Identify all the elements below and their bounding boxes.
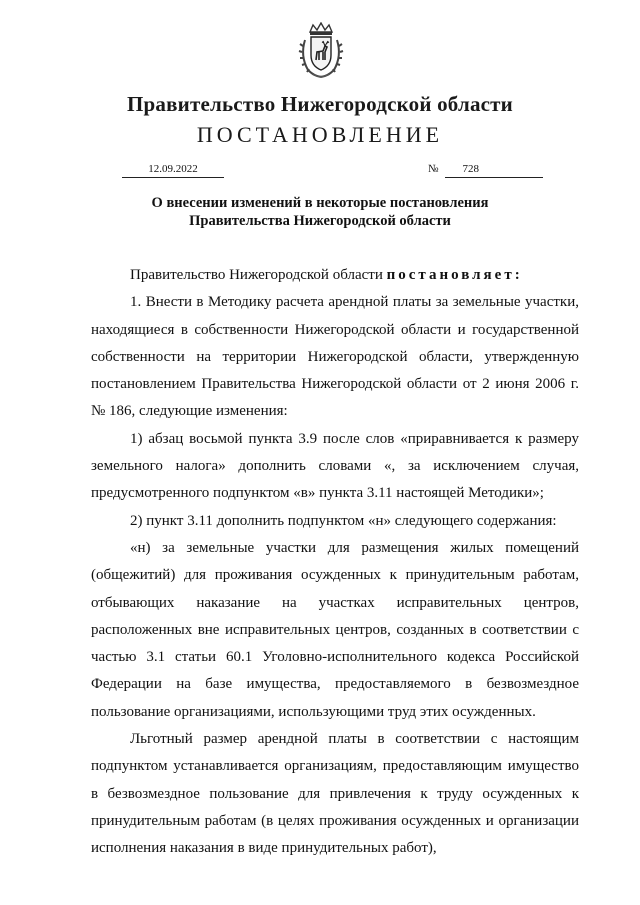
document-date: 12.09.2022	[122, 163, 224, 178]
resolution-intro	[91, 262, 579, 289]
document-subject	[120, 194, 520, 230]
subject-line-2: Правительства Нижегородской области	[189, 213, 451, 229]
paragraph-4: «н) за земельные участки для размещения жилых помещений (общежитий) для проживания осужденных к принудительным работам, отбывающих наказание на участках исправительных центров, расположенных вне исправительных центров, созданных в соответствии с частью 3.1 статьи 60.1 Уголовно-исполнительного кодекса Российской Федерации на базе имущества, предоставляемого в безвозмездное пользование организациями, использующими труд этих осужденных.	[91, 539, 579, 720]
document-number-block	[428, 163, 543, 178]
document-type-title: ПОСТАНОВЛЕНИЕ	[196, 122, 444, 147]
document-body	[91, 262, 579, 863]
number-sign: №	[428, 163, 439, 175]
subject-line-1: О внесении изменений в некоторые постановления	[151, 195, 489, 211]
paragraph-3: 2) пункт 3.11 дополнить подпунктом «н» следующего содержания:	[130, 512, 557, 529]
intro-keyword: постановляет:	[386, 267, 523, 283]
organization-title: Правительство Нижегородской области	[127, 92, 513, 116]
paragraph-5: Льготный размер арендной платы в соответствии с настоящим подпунктом устанавливается организациям, предоставляющим имущество в безвозмездное пользование для привлечения к труду осужденных к принудительным работам (в целях проживания осужденных и организации исполнения наказания в виде принудительных работ),	[91, 731, 579, 857]
coat-of-arms-icon	[296, 22, 346, 80]
document-number: 728	[445, 163, 543, 178]
paragraph-2: 1) абзац восьмой пункта 3.9 после слов «приравнивается к размеру земельного налога» дополнить словами «, за исключением случая, предусмотренного подпунктом «в» пункта 3.11 настоящей Методики»;	[91, 430, 579, 502]
intro-text: Правительство Нижегородской области	[130, 267, 387, 283]
paragraph-1: 1. Внести в Методику расчета арендной платы за земельные участки, находящиеся в собственности Нижегородской области и государственной собственности на территории Нижегородской области, утвержденную постановлением Правительства Нижегородской области от 2 июня 2006 г. № 186, следующие изменения:	[91, 294, 579, 420]
